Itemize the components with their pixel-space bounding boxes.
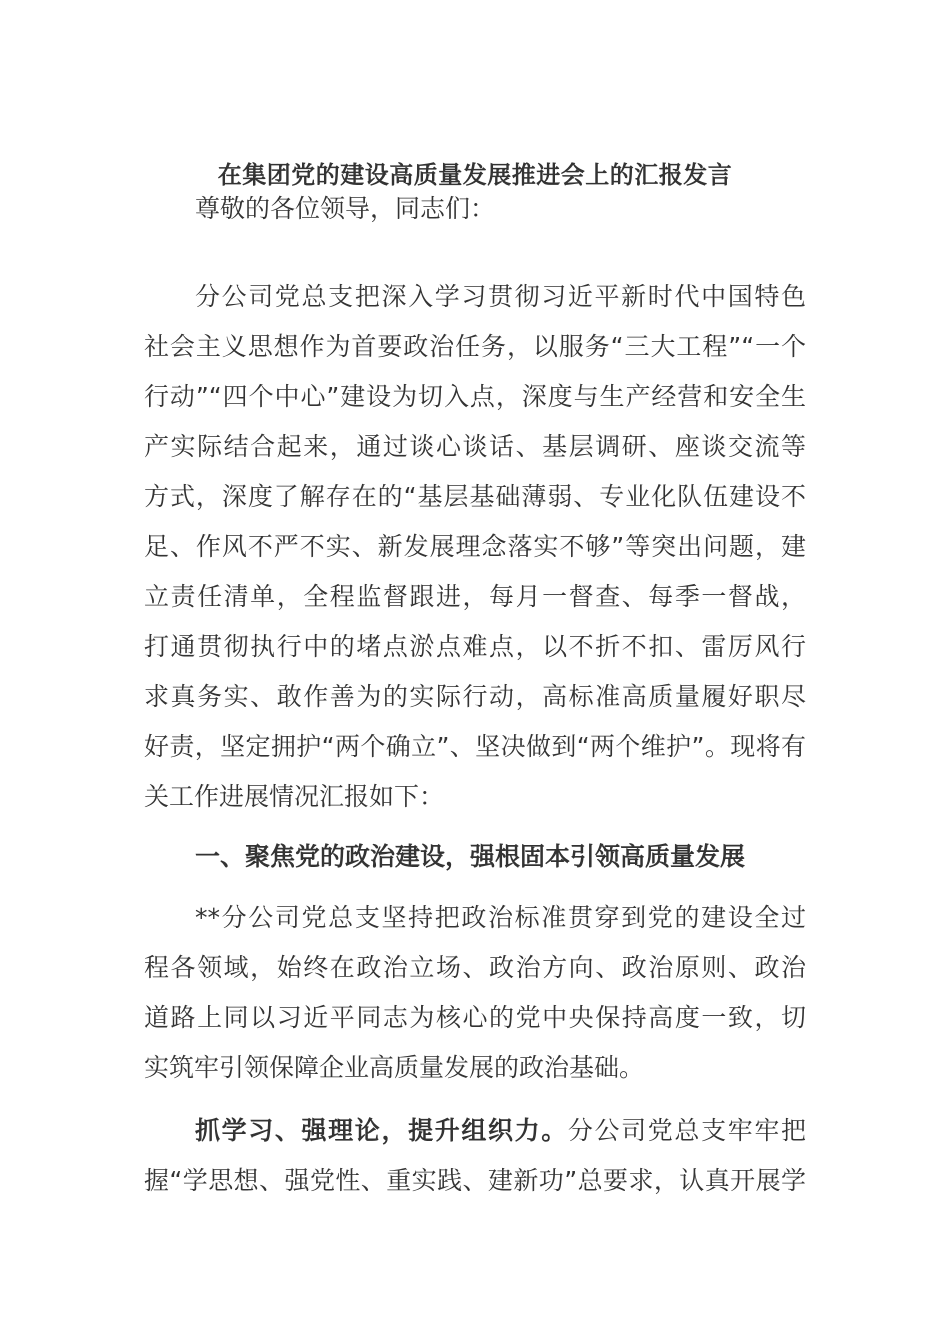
paragraph-line: 立责任清单，全程监督跟进，每月一督查、每季一督战， xyxy=(144,582,806,611)
paragraph-line: 足、作风不严不实、新发展理念落实不够”等突出问题，建 xyxy=(144,532,806,561)
section-paragraph xyxy=(144,893,806,1093)
salutation-block xyxy=(144,184,806,234)
paragraph-line xyxy=(144,1106,806,1156)
paragraph-line: 社会主义思想作为首要政治任务，以服务“三大工程”“一个 xyxy=(144,332,806,361)
paragraph-line: 握“学思想、强党性、重实践、建新功”总要求，认真开展学 xyxy=(144,1166,806,1195)
paragraph-line: 行动”“四个中心”建设为切入点，深度与生产经营和安全生 xyxy=(144,382,806,411)
paragraph-line: 打通贯彻执行中的堵点淤点难点，以不折不扣、雷厉风行 xyxy=(144,632,806,661)
salutation: 尊敬的各位领导，同志们： xyxy=(195,194,496,223)
paragraph-line: 好责，坚定拥护“两个确立”、坚决做到“两个维护”。现将有 xyxy=(144,732,806,761)
paragraph-line: 方式，深度了解存在的“基层基础薄弱、专业化队伍建设不 xyxy=(144,482,806,511)
lead-rest: 分公司党总支牢牢把 xyxy=(567,1116,806,1145)
paragraph-line: **分公司党总支坚持把政治标准贯穿到党的建设全过 xyxy=(195,903,806,932)
section-heading: 一、聚焦党的政治建设，强根固本引领高质量发展 xyxy=(195,842,746,871)
document-title: 在集团党的建设高质量发展推进会上的汇报发言 xyxy=(217,161,733,189)
paragraph-line: 程各领域，始终在政治立场、政治方向、政治原则、政治 xyxy=(144,953,806,982)
paragraph-line: 分公司党总支把深入学习贯彻习近平新时代中国特色 xyxy=(195,282,806,311)
bold-lead: 抓学习、强理论，提升组织力。 xyxy=(195,1116,568,1145)
intro-paragraph xyxy=(144,272,806,822)
paragraph-line: 关工作进展情况汇报如下： xyxy=(144,782,445,811)
paragraph-line: 求真务实、敢作善为的实际行动，高标准高质量履好职尽 xyxy=(144,682,806,711)
subsection-paragraph xyxy=(144,1106,806,1206)
section-heading-block xyxy=(144,832,806,882)
paragraph-line: 实筑牢引领保障企业高质量发展的政治基础。 xyxy=(144,1053,645,1082)
paragraph-line: 道路上同以习近平同志为核心的党中央保持高度一致，切 xyxy=(144,1003,806,1032)
paragraph-line: 产实际结合起来，通过谈心谈话、基层调研、座谈交流等 xyxy=(144,432,806,461)
